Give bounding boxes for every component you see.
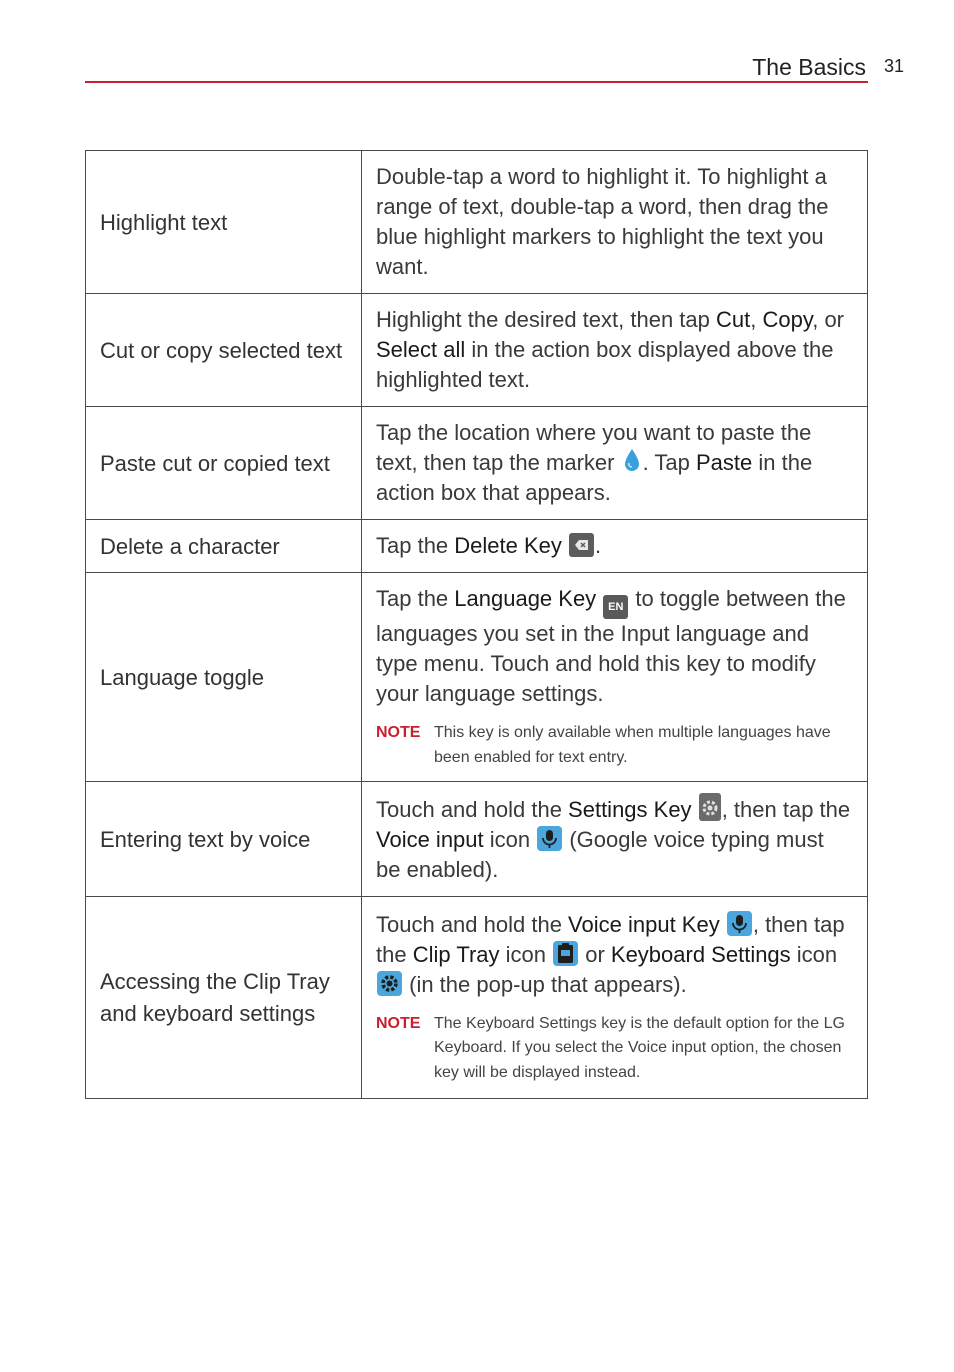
header-divider: [85, 81, 868, 83]
keyboard-settings-icon: [377, 971, 402, 996]
delete-key-icon: [569, 533, 594, 557]
marker-icon: [622, 448, 642, 474]
row-description: Tap the Language Key EN to toggle between the languages you set in the Input language and type menu. Touch and hold this key to modify your language settings. NOTE This key is only available when multiple languages have been enabled for text entry.: [362, 573, 868, 782]
note-label: NOTE: [376, 724, 421, 741]
voice-input-key-icon: [727, 911, 752, 936]
table-row: [86, 151, 868, 294]
row-description: Double-tap a word to highlight it. To highlight a range of text, double-tap a word, then drag the blue highlight markers to highlight the text you want.: [362, 151, 868, 294]
page-number: 31: [884, 56, 905, 76]
key-term: Clip Tray: [412, 941, 500, 967]
row-label: Cut or copy selected text: [86, 294, 362, 407]
row-description: Touch and hold the Settings Key , then tap the Voice input icon (Google voice typing must be enabled).: [362, 782, 868, 897]
key-term: Keyboard Settings: [610, 941, 791, 967]
table-row: [86, 782, 868, 897]
note: [376, 721, 853, 770]
clip-tray-icon: [553, 941, 578, 966]
note-text: This key is only available when multiple languages have been enabled for text entry.: [434, 724, 831, 766]
table-row: [86, 573, 868, 782]
row-label: Paste cut or copied text: [86, 407, 362, 520]
voice-input-icon: [537, 826, 562, 851]
table-row: [86, 407, 868, 520]
row-label: Language toggle: [86, 573, 362, 782]
key-term: Cut: [716, 307, 751, 332]
row-label: Delete a character: [86, 520, 362, 573]
row-description: Tap the Delete Key .: [362, 520, 868, 573]
row-description: Touch and hold the Voice input Key , then tap the Clip Tray icon or Keyboard Settings icon (in the pop-up that appears). NOTE The Keyboard Settings key is the default option for the LG Keyboard. If you select the Voice input option, the chosen key will be displayed instead.: [362, 897, 868, 1099]
row-label: Highlight text: [86, 151, 362, 294]
section-title: The Basics: [752, 54, 866, 80]
key-term: Voice input Key: [568, 911, 720, 937]
key-term: Copy: [762, 307, 813, 332]
table-row: [86, 897, 868, 1099]
key-term: Delete Key: [454, 533, 562, 558]
key-term: Select all: [376, 337, 466, 362]
key-term: Voice input: [376, 827, 484, 852]
row-description: Tap the location where you want to paste the text, then tap the marker . Tap Paste in the action box that appears.: [362, 407, 868, 520]
note: [376, 1012, 853, 1086]
key-term: Settings Key: [568, 797, 692, 822]
table-row: [86, 520, 868, 573]
row-label: Accessing the Clip Tray and keyboard settings: [86, 897, 362, 1099]
table-row: [86, 294, 868, 407]
row-label: Entering text by voice: [86, 782, 362, 897]
note-text: The Keyboard Settings key is the default option for the LG Keyboard. If you select the Voice input option, the chosen key will be displayed instead.: [434, 1014, 845, 1081]
key-term: Language Key: [454, 586, 597, 611]
key-term: Paste: [696, 450, 753, 475]
language-key-icon: EN: [603, 595, 628, 619]
note-label: NOTE: [376, 1014, 421, 1032]
row-description: Highlight the desired text, then tap Cut, Copy, or Select all in the action box displayed above the highlighted text.: [362, 294, 868, 407]
feature-table: [85, 150, 868, 1099]
settings-key-icon: [699, 793, 721, 821]
